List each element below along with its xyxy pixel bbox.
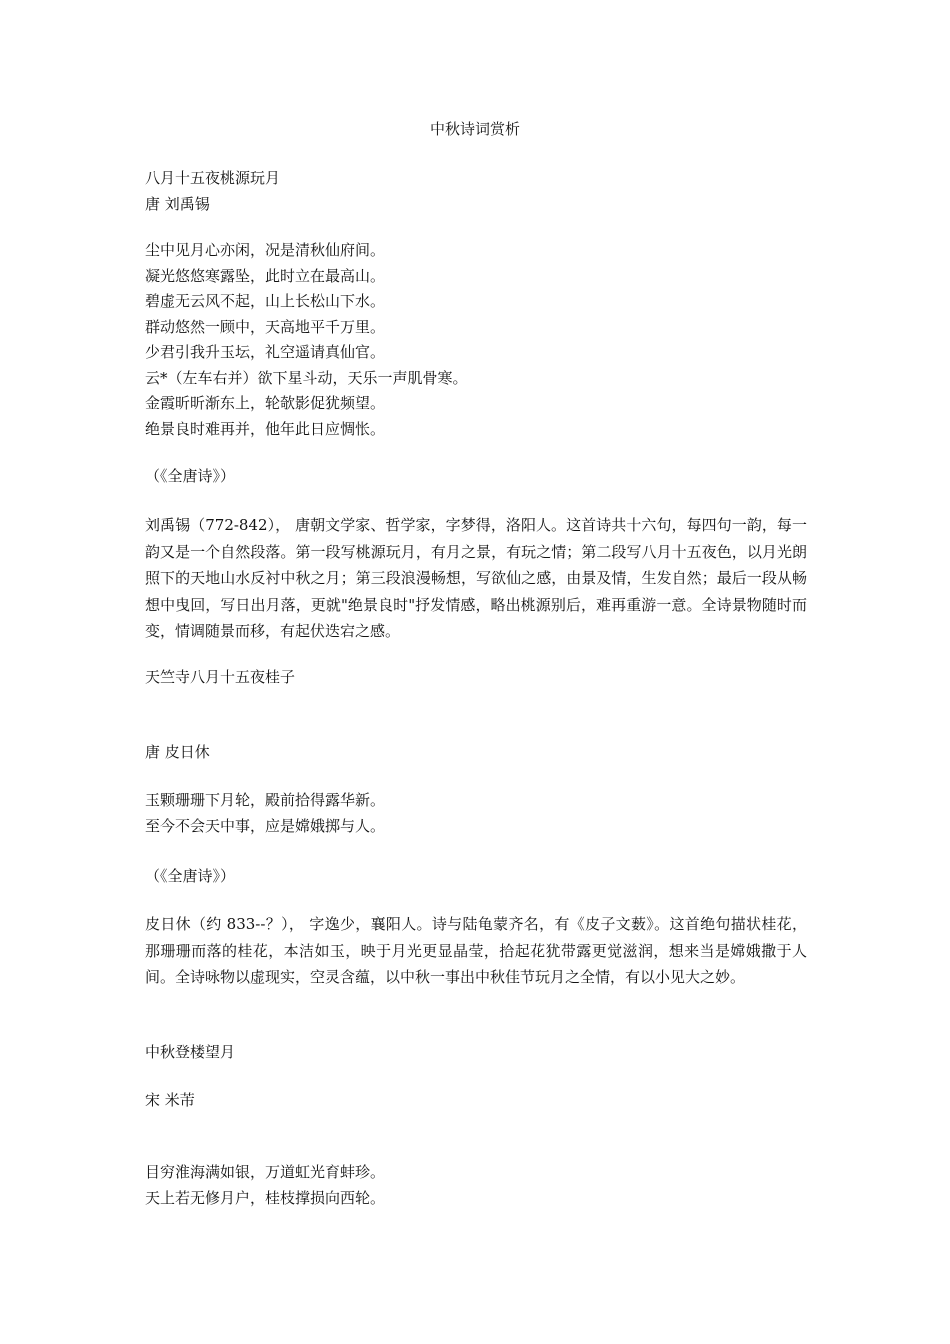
poem-author: 唐 刘禹锡 <box>145 194 210 213</box>
poem-title: 天竺寺八月十五夜桂子 <box>145 668 296 686</box>
poem-3-body <box>145 1160 807 1211</box>
poem-line: 碧虚无云风不起，山上长松山下水。 <box>145 292 386 310</box>
poem-line: 云*（左车右并）欲下星斗动，天乐一声肌骨寒。 <box>145 368 468 387</box>
poem-1-header <box>145 166 807 217</box>
poem-line: 目穷淮海满如银，万道虹光育蚌珍。 <box>145 1163 386 1181</box>
poem-title: 八月十五夜桃源玩月 <box>145 169 281 187</box>
commentary-paragraph: 刘禹锡（772-842）， 唐朝文学家、哲学家，字梦得，洛阳人。这首诗共十六句，每四句一韵，每一韵又是一个自然段落。第一段写桃源玩月，有月之景，有玩之情；第二段写八月十五夜色，以月光朗照下的天地山水反衬中秋之月；第三段浪漫畅想，写欲仙之感，由景及情，生发自然；最后一段从畅想中曳回，写日出月落，更就"绝景良时"抒发情感，略出桃源别后，难再重游一意。全诗景物随时而变，情调随景而移，有起伏迭宕之感。 <box>145 516 807 640</box>
poem-source: （《全唐诗》） <box>145 867 236 885</box>
poem-line: 尘中见月心亦闲，况是清秋仙府间。 <box>145 241 386 259</box>
poem-line: 少君引我升玉坛，礼空遥请真仙官。 <box>145 343 386 361</box>
poem-line: 凝光悠悠寒露坠，此时立在最高山。 <box>145 266 386 285</box>
poem-2-body <box>145 788 807 839</box>
poem-author: 宋 米芾 <box>145 1091 195 1109</box>
poem-title: 中秋登楼望月 <box>145 1043 236 1061</box>
poem-line: 天上若无修月户，桂枝撑损向西轮。 <box>145 1188 386 1207</box>
poem-1-body <box>145 238 807 442</box>
commentary-paragraph: 皮日休（约 833--？）， 字逸少，襄阳人。诗与陆龟蒙齐名，有《皮子文薮》。这首绝句描状桂花，那珊珊而落的桂花，本洁如玉，映于月光更显晶莹，拾起花犹带露更觉滋润，想来当是嫦娥撒于人间。全诗咏物以虚现实，空灵含蕴，以中秋一事出中秋佳节玩月之全情，有以小见大之妙。 <box>145 915 807 986</box>
poem-line: 金霞昕昕渐东上，轮欹影促犹频望。 <box>145 394 386 412</box>
poem-line: 玉颗珊珊下月轮，殿前拾得露华新。 <box>145 791 386 809</box>
document-title: 中秋诗词赏析 <box>429 120 520 138</box>
poem-source: （《全唐诗》） <box>145 467 236 485</box>
poem-line: 群动悠然一顾中，天高地平千万里。 <box>145 317 386 336</box>
poem-line: 至今不会天中事，应是嫦娥掷与人。 <box>145 816 386 835</box>
poem-author: 唐 皮日休 <box>145 743 210 761</box>
poem-line: 绝景良时难再并，他年此日应惆怅。 <box>145 419 386 438</box>
